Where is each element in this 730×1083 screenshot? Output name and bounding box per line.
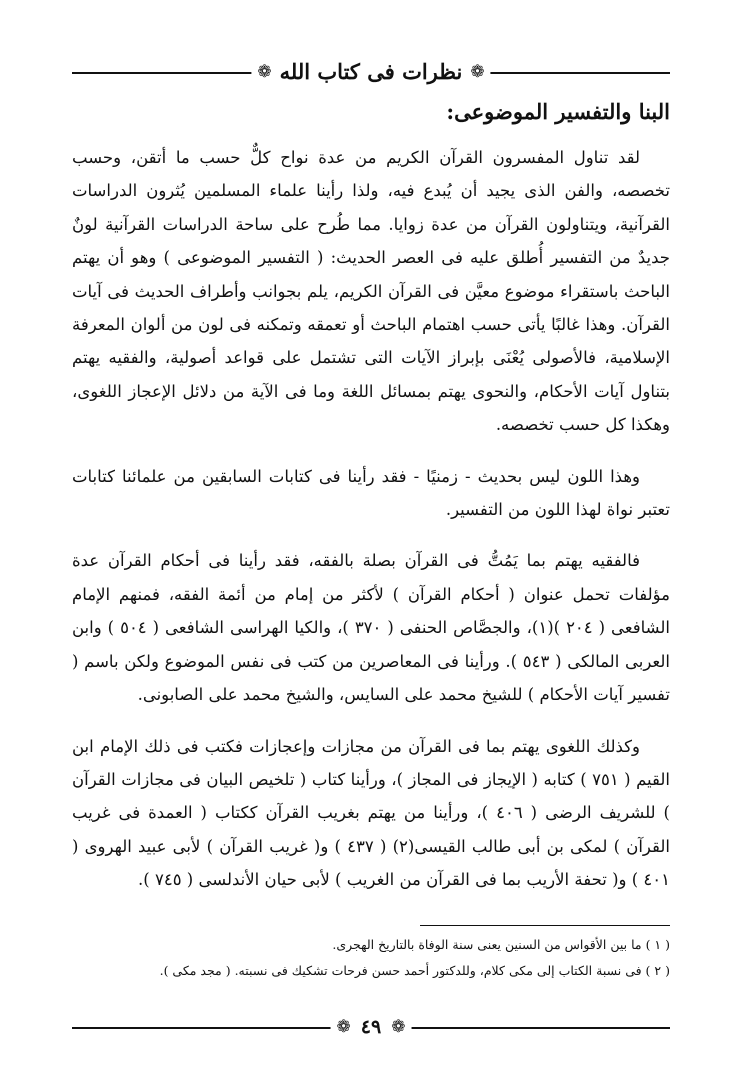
paragraph: وهذا اللون ليس بحديث - زمنيًا - فقد رأينا فى كتابات السابقين من علمائنا كتابات تعتبر نواة لهذا اللون من التفسير. xyxy=(72,466,670,520)
section-heading: البنا والتفسير الموضوعى: xyxy=(446,99,670,124)
paragraph: لقد تناول المفسرون القرآن الكريم من عدة نواح كلٌّ حسب ما أتقن، وحسب تخصصه، والفن الذى يجيد أن يُبدع فيه، ولذا رأينا علماء المسلمين يُثرون الدراسات القرآنية، ويتناولون القرآن من عدة زوايا. مما طُرح على ساحة الدراسات القرآنية لونٌ جديدٌ من التفسير أُطلق عليه فى العصر الحديث: ( التفسير الموضوعى ) وهو أن يهتم الباحث باستقراء موضوع معيَّن فى القرآن الكريم، يلم بجوانب وأطراف الحديث فى آيات القرآن. وهذا غالبًا يأتى حسب اهتمام الباحث أو تعمقه وتمكنه فى لون من ألوان المعرفة الإسلامية، فالأصولى يُعْنَى بإبراز الآيات التى تشتمل على قواعد أصولية، والفقيه يهتم بتناول آيات الأحكام، والنحوى يهتم بمسائل اللغة وما فى الآية من دلائل الإعجاز اللغوى، وهكذا كل حسب تخصصه. xyxy=(72,148,670,435)
page-number: ٤٩ xyxy=(360,1016,382,1038)
footnote-separator xyxy=(420,925,670,926)
paragraph: فالفقيه يهتم بما يَمُتُّ فى القرآن بصلة بالفقه، فقد رأينا فى أحكام القرآن عدة مؤلفات تحمل عنوان ( أحكام القرآن ) لأكثر من إمام من أئمة الفقه، فمنهم الإمام الشافعى ( ٢٠٤ )(١)، والجصَّاص الحنفى ( ٣٧٠ )، والكيا الهراسى الشافعى ( ٥٠٤ ) وابن العربى المالكى ( ٥٤٣ ). ورأينا فى المعاصرين من كتب فى نفس الموضوع ولكن باسم ( تفسير آيات الأحكام ) للشيخ محمد على السايس، والشيخ محمد على الصابونى. xyxy=(72,551,670,705)
footnote: ( ٢ ) فى نسبة الكتاب إلى مكى كلام، وللدكتور أحمد حسن فرحات تشكيك فى نسبته. ( مجد مكى ). xyxy=(159,963,670,978)
flower-ornament-icon: ❁ xyxy=(391,1017,406,1037)
footnote: ( ١ ) ما بين الأقواس من السنين يعنى سنة الوفاة بالتاريخ الهجرى. xyxy=(332,937,670,952)
footnotes xyxy=(72,932,670,984)
running-header xyxy=(72,58,670,88)
flower-ornament-icon: ❁ xyxy=(336,1017,351,1037)
page-footer xyxy=(72,1012,670,1042)
book-title: نظرات فى كتاب الله xyxy=(279,59,463,84)
header-center xyxy=(251,58,490,86)
paragraph: وكذلك اللغوى يهتم بما فى القرآن من مجازات وإعجازات فكتب فى ذلك الإمام ابن القيم ( ٧٥١ ) كتابه ( الإيجاز فى المجاز )، ورأينا كتاب ( تلخيص البيان فى مجازات القرآن ) للشريف الرضى ( ٤٠٦ )، ورأينا من يهتم بغريب القرآن ككتاب ( العمدة فى غريب القرآن ) لمكى بن أبى طالب القيسى(٢) ( ٤٣٧ ) و( غريب القرآن ) لأبى عبيد الهروى ( ٤٠١ ) و( تحفة الأريب بما فى القرآن من الغريب ) لأبى حيان الأندلسى ( ٧٤٥ ). xyxy=(72,736,670,890)
main-text xyxy=(72,97,670,915)
flower-ornament-icon: ❁ xyxy=(257,62,272,82)
flower-ornament-icon: ❁ xyxy=(470,62,485,82)
footer-center xyxy=(331,1012,412,1042)
